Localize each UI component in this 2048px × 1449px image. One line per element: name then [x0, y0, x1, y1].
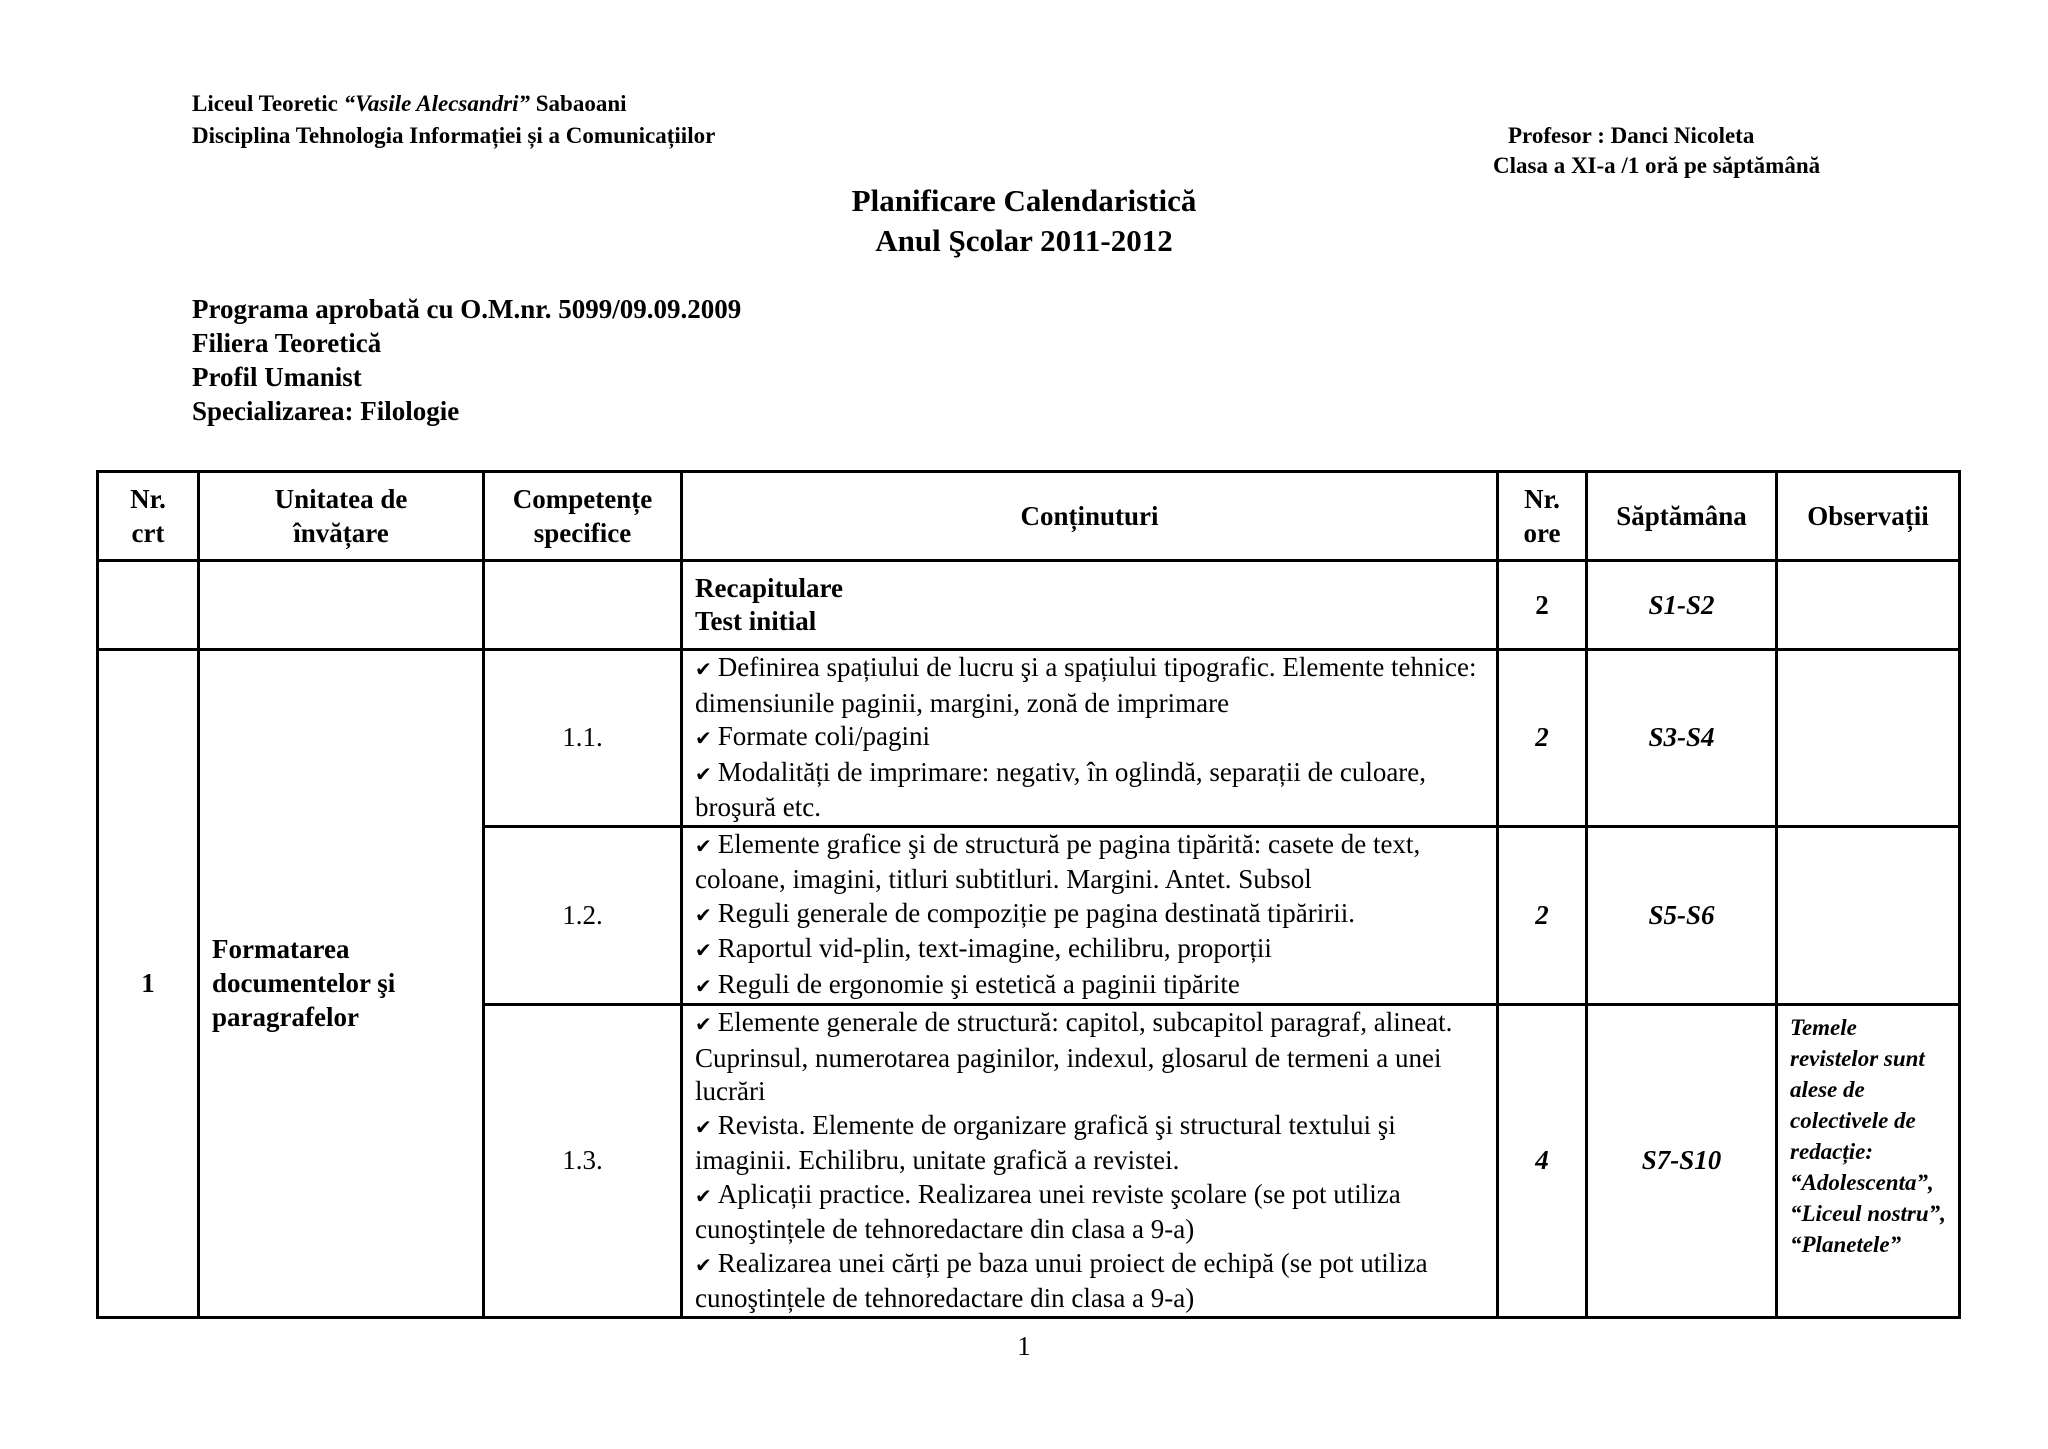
cell-unit-name: [199, 650, 484, 1318]
list-item: ✔ Modalități de imprimare: negativ, în oglindă, separații de culoare, broşură etc.: [695, 756, 1427, 822]
recap-label: Recapitulare: [695, 572, 843, 603]
school-year: Anul Şcolar 2011-2012: [875, 223, 1173, 258]
filiera: Filiera Teoretică: [192, 328, 382, 358]
cell-saptamana: S3-S4: [1587, 650, 1777, 827]
cell-continuturi: [682, 561, 1498, 650]
school-prefix: Liceul Teoretic: [192, 91, 344, 116]
class-info: Clasa a XI-a /1 oră pe săptămână: [1493, 153, 1821, 178]
cell-competente: [484, 561, 682, 650]
check-icon: ✔: [695, 902, 712, 927]
check-icon: ✔: [695, 973, 712, 998]
list-item: ✔ Aplicații practice. Realizarea unei reviste şcolare (se pot utiliza cunoştințele de tehnoredactare din clasa a 9-a): [695, 1178, 1401, 1244]
header-competente: Competențe specifice: [484, 472, 682, 561]
cell-observatii: [1777, 561, 1960, 650]
list-item: ✔ Realizarea unei cărți pe baza unui proiect de echipă (se pot utiliza cunoştințele de tehnoredactare din clasa a 9-a): [695, 1247, 1428, 1313]
cell-observatii: Temele revistelor sunt alese de colectivele de redacție: “Adolescenta”, “Liceul nostru”, “Planetele”: [1777, 1005, 1960, 1318]
check-icon: ✔: [695, 1252, 712, 1277]
cell-observatii: [1777, 826, 1960, 1005]
check-icon: ✔: [695, 1114, 712, 1139]
check-icon: ✔: [695, 938, 712, 962]
check-icon: ✔: [695, 1012, 712, 1036]
cell-observatii: [1777, 650, 1960, 827]
planning-table: [96, 470, 1961, 1319]
program-approval: Programa aprobată cu O.M.nr. 5099/09.09.2009: [192, 294, 742, 324]
cell-ore: 2: [1498, 826, 1587, 1005]
specializare: Specializarea: Filologie: [192, 396, 460, 426]
check-icon: ✔: [695, 761, 712, 786]
cell-saptamana: S5-S6: [1587, 826, 1777, 1005]
school-name: “Vasile Alecsandri”: [343, 91, 530, 116]
cell-unitate: [199, 561, 484, 650]
school-line: [192, 88, 627, 120]
header-unitate: Unitatea de învățare: [199, 472, 484, 561]
list-item: ✔ Reguli generale de compoziție pe pagina destinată tipăririi.: [695, 897, 1356, 928]
cell-competente: 1.2.: [484, 826, 682, 1005]
profil: Profil Umanist: [192, 362, 362, 392]
cell-nr: [98, 561, 199, 650]
cell-continuturi: [682, 1005, 1498, 1318]
page-number: 1: [1017, 1331, 1031, 1361]
cell-continuturi: [682, 826, 1498, 1005]
list-item: ✔ Elemente grafice şi de structură pe pagina tipărită: casete de text, coloane, imagini, titluri subtitluri. Margini. Antet. Subsol: [695, 828, 1421, 894]
teacher: Profesor : Danci Nicoleta: [1508, 123, 1755, 148]
check-icon: ✔: [695, 833, 712, 858]
program-meta: [192, 292, 741, 428]
unit-name-line: paragrafelor: [212, 1002, 359, 1033]
check-icon: ✔: [695, 726, 712, 750]
cell-ore: 2: [1498, 650, 1587, 827]
header-continuturi: Conținuturi: [682, 472, 1498, 561]
cell-ore: 4: [1498, 1005, 1587, 1318]
check-icon: ✔: [695, 1183, 712, 1208]
test-label: Test initial: [695, 606, 817, 636]
cell-saptamana: S7-S10: [1587, 1005, 1777, 1318]
header-observatii: Observații: [1777, 472, 1960, 561]
cell-competente: 1.3.: [484, 1005, 682, 1318]
table-row: [98, 561, 1960, 650]
check-icon: ✔: [695, 657, 712, 681]
header-saptamana: Săptămâna: [1587, 472, 1777, 561]
table-header-row: [98, 472, 1960, 561]
list-item: ✔ Reguli de ergonomie şi estetică a paginii tipărite: [695, 968, 1240, 999]
list-item: ✔ Raportul vid-plin, text-imagine, echilibru, proporții: [695, 933, 1272, 963]
cell-saptamana: S1-S2: [1587, 561, 1777, 650]
page-title: Planificare Calendaristică: [851, 183, 1197, 218]
header-nr-ore: Nr. ore: [1498, 472, 1587, 561]
list-item: ✔ Definirea spațiului de lucru şi a spațiului tipografic. Elemente tehnice: dimensiunile paginii, margini, zonă de imprimare: [695, 652, 1477, 718]
cell-unit-nr: 1: [98, 650, 199, 1318]
cell-continuturi: [682, 650, 1498, 827]
table-row: [98, 650, 1960, 827]
list-item: ✔ Revista. Elemente de organizare grafică şi structural textului şi imaginii. Echilibru, unitate grafică a revistei.: [695, 1109, 1396, 1175]
header-nr-crt: Nr. crt: [98, 472, 199, 561]
unit-name-line: Formatarea: [212, 934, 350, 965]
list-item: ✔ Elemente generale de structură: capitol, subcapitol paragraf, alineat. Cuprinsul, numerotarea paginilor, indexul, glosarul de termeni a unei lucrări: [695, 1007, 1453, 1106]
school-suffix: Sabaoani: [529, 91, 627, 116]
cell-ore: 2: [1498, 561, 1587, 650]
list-item: ✔ Formate coli/pagini: [695, 721, 930, 751]
discipline: Disciplina Tehnologia Informației și a Comunicațiilor: [192, 123, 716, 148]
unit-name-line: documentelor şi: [212, 968, 396, 999]
cell-competente: 1.1.: [484, 650, 682, 827]
